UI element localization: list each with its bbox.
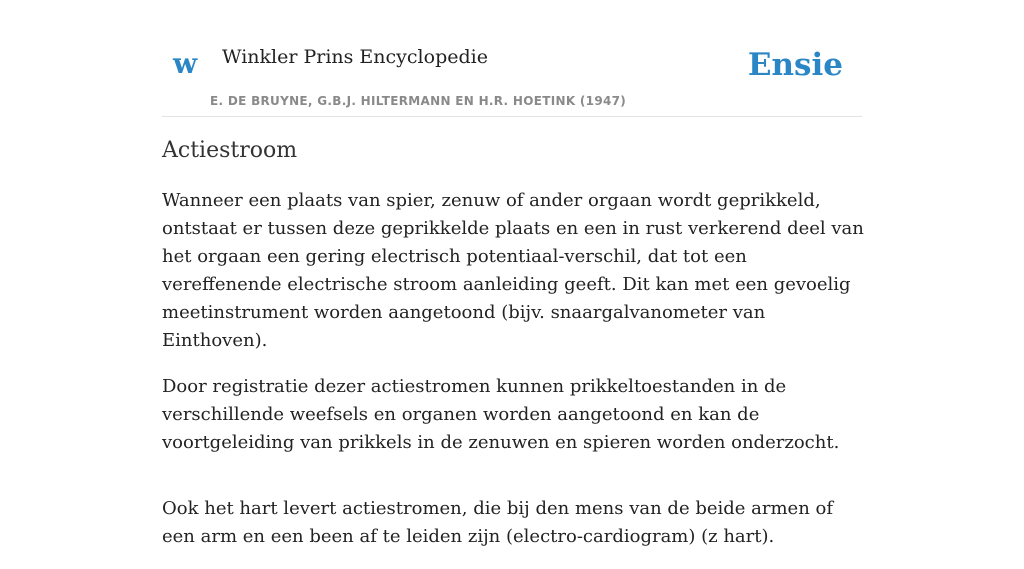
ensie-brand-link[interactable]: Ensie [747,47,843,83]
site-title[interactable]: Winkler Prins Encyclopedie [222,46,488,68]
article-paragraph: Wanneer een plaats van spier, zenuw of ander orgaan wordt geprikkeld, ontstaat er tussen deze geprikkelde plaats en een in rust verkerend deel van het orgaan een gering electrisch potentiaal-verschil, dat tot een vereffenende electrische stroom aanleiding geeft. Dit kan met een gevoelig meetinstrument worden aangetoond (bijv. snaargalvanometer van Einthoven). [162,190,864,352]
article-paragraph: Door registratie dezer actiestromen kunnen prikkeltoestanden in de verschillende weefsels en organen worden aangetoond en kan de voortgeleiding van prikkels in de zenuwen en spieren worden onderzocht. [162,376,840,454]
winkler-prins-logo[interactable]: w [173,47,198,80]
article [162,138,864,569]
site-header [162,30,862,117]
authors-line: E. DE BRUYNE, G.B.J. HILTERMANN EN H.R. HOETINK (1947) [210,94,627,108]
article-title: Actiestroom [162,138,298,163]
article-paragraph: Ook het hart levert actiestromen, die bij den mens van de beide armen of een arm en een been af te leiden zijn (electro-cardiogram) (z hart). [162,498,834,548]
